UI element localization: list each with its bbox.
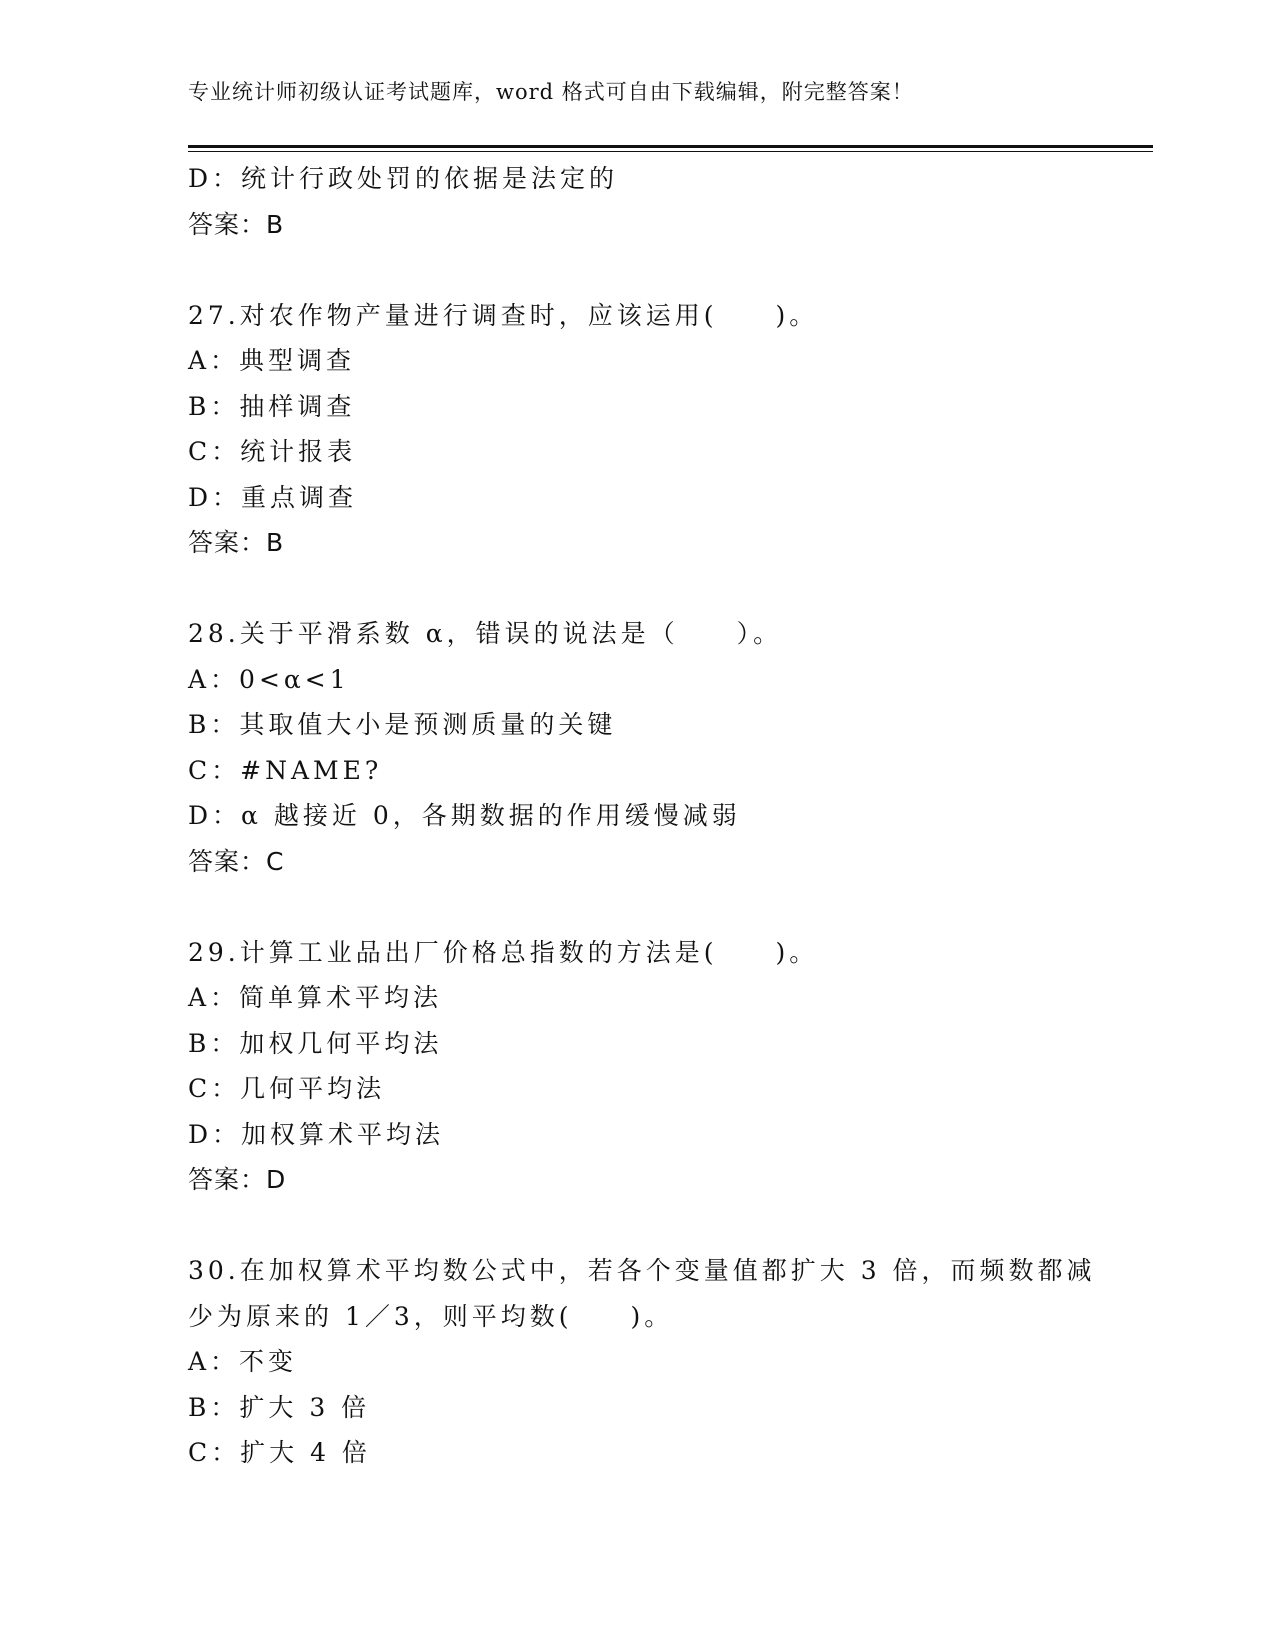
- question-30: [188, 1248, 1096, 1476]
- spacer: [188, 247, 1088, 293]
- option-b: B：抽样调查: [188, 391, 356, 421]
- answer: 答案：B: [188, 528, 285, 557]
- question-28: [188, 611, 1088, 884]
- question-stem: 28.关于平滑系数 α，错误的说法是（ ）。: [188, 619, 783, 648]
- question-stem-line-2: 少为原来的 1／3，则平均数( )。: [188, 1301, 674, 1331]
- header-rule-thin: [188, 151, 1153, 152]
- question-content: [188, 156, 1096, 1476]
- option-a: A：简单算术平均法: [188, 983, 443, 1012]
- option-d: D：重点调查: [188, 482, 358, 512]
- option-d: D：加权算术平均法: [188, 1119, 445, 1149]
- question-stem: 27.对农作物产量进行调查时，应该运用( )。: [188, 300, 819, 330]
- option-a: A：0<α<1: [188, 664, 350, 694]
- spacer: [188, 1203, 1088, 1249]
- question-stem-line-1: 30.在加权算术平均数公式中，若各个变量值都扩大 3 倍，而频数都减: [188, 1256, 1096, 1285]
- spacer: [188, 566, 1088, 612]
- question-stem: 29.计算工业品出厂价格总指数的方法是( )。: [188, 937, 819, 967]
- option-a: A：不变: [188, 1347, 298, 1376]
- option-b: B：扩大 3 倍: [188, 1392, 371, 1422]
- answer: 答案：C: [188, 846, 285, 876]
- answer: 答案：D: [188, 1165, 287, 1194]
- option-d: D：统计行政处罚的依据是法定的: [188, 164, 619, 193]
- option-d: D：α 越接近 0，各期数据的作用缓慢减弱: [188, 801, 741, 830]
- option-a: A：典型调查: [188, 346, 356, 375]
- question-29: [188, 930, 1088, 1203]
- page-header: 专业统计师初级认证考试题库，word 格式可自由下载编辑，附完整答案！: [188, 80, 914, 104]
- option-c: C：统计报表: [188, 437, 357, 466]
- spacer: [188, 884, 1088, 930]
- header-rule-thick: [188, 145, 1153, 148]
- option-b: B：其取值大小是预测质量的关键: [188, 710, 617, 739]
- answer: 答案：B: [188, 209, 285, 239]
- option-c: C：#NAME?: [188, 755, 383, 785]
- option-c: C：扩大 4 倍: [188, 1438, 371, 1467]
- option-c: C：几何平均法: [188, 1074, 386, 1103]
- question-27: [188, 293, 1088, 566]
- option-b: B：加权几何平均法: [188, 1028, 443, 1058]
